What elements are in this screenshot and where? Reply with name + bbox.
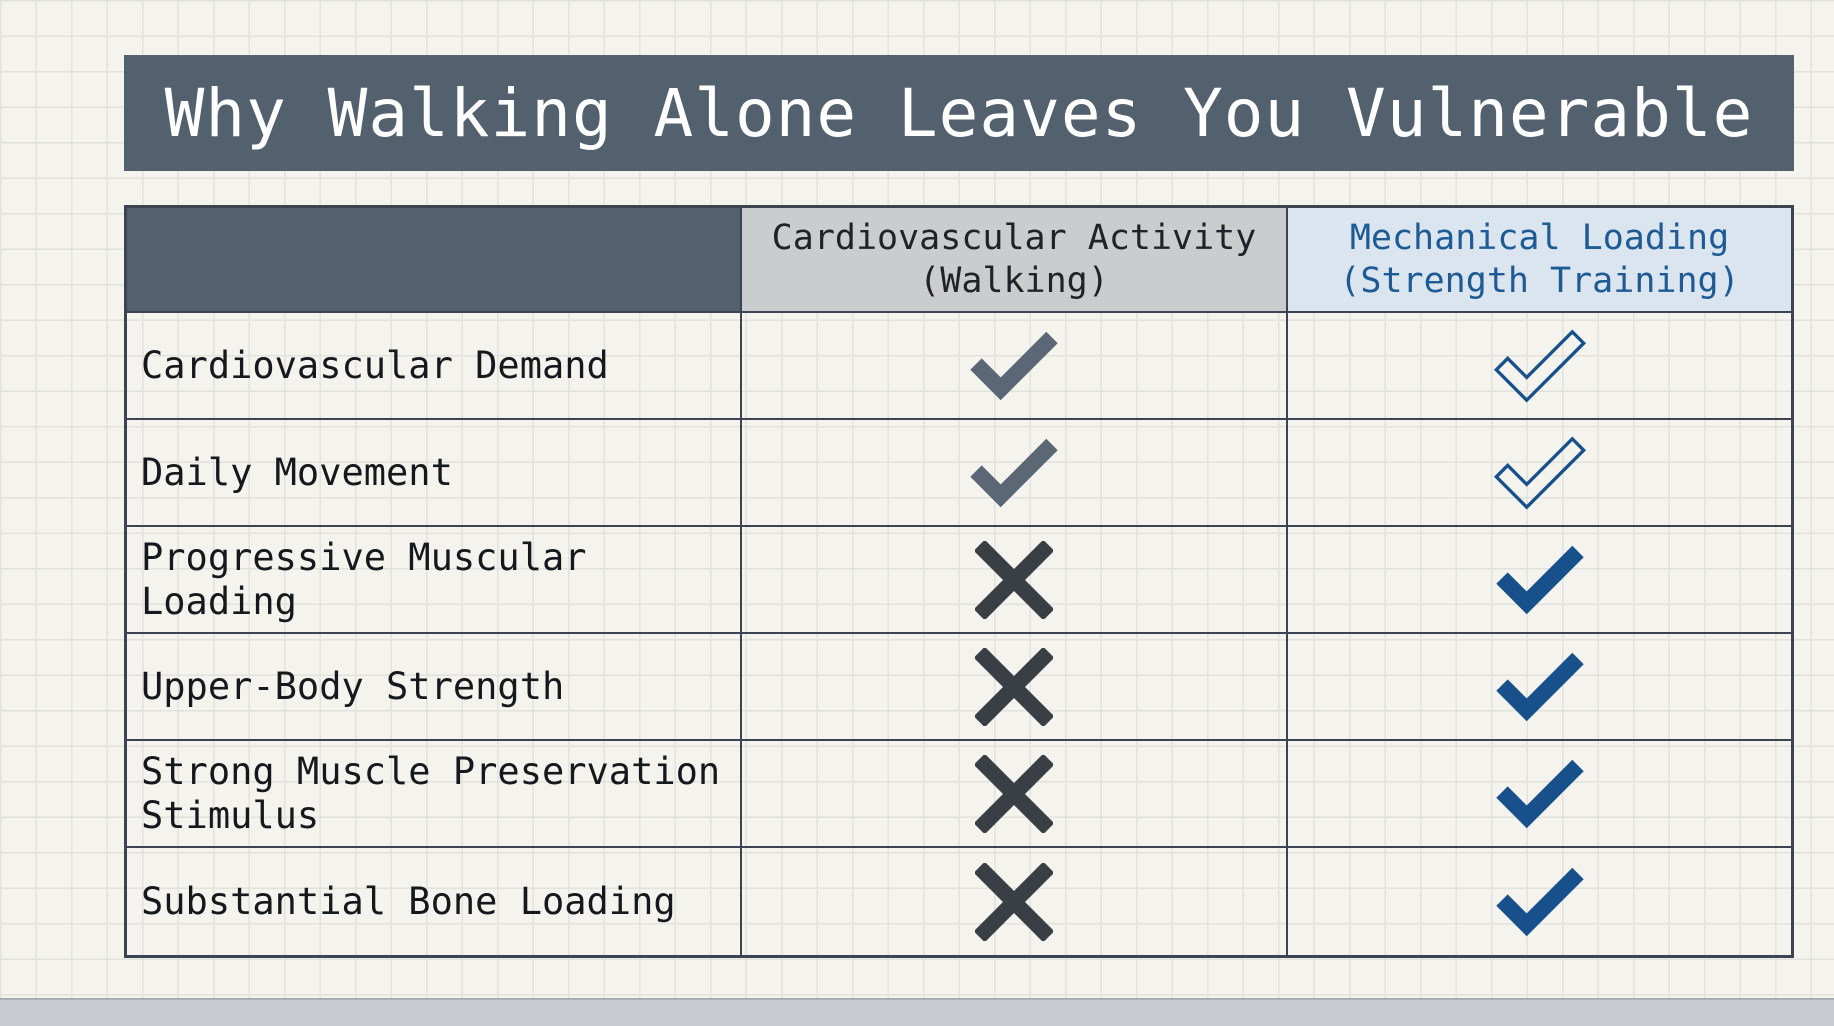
row-label-cell (127, 420, 742, 527)
column-header-walking-label: Cardiovascular Activity (Walking) (771, 217, 1257, 301)
walking-cell (742, 313, 1288, 420)
strength-cell (1288, 634, 1791, 741)
title-banner (124, 55, 1794, 171)
cross-icon (975, 648, 1053, 726)
column-header-walking (742, 208, 1288, 313)
strength-cell (1288, 527, 1791, 634)
check-icon (1492, 756, 1588, 832)
walking-cell (742, 741, 1288, 848)
check-outline-icon (1492, 328, 1588, 404)
column-header-strength (1288, 208, 1791, 313)
strength-cell (1288, 313, 1791, 420)
row-label: Upper-Body Strength (141, 664, 565, 708)
strength-cell (1288, 848, 1791, 955)
check-icon (966, 328, 1062, 404)
row-label: Strong Muscle Preservation Stimulus (141, 749, 721, 837)
bottom-bar (0, 998, 1834, 1026)
check-icon (966, 435, 1062, 511)
walking-cell (742, 420, 1288, 527)
header-blank-cell (127, 208, 742, 313)
cross-icon (975, 541, 1053, 619)
check-icon (1492, 864, 1588, 940)
cross-icon (975, 755, 1053, 833)
walking-cell (742, 634, 1288, 741)
row-label-cell (127, 313, 742, 420)
row-label-cell (127, 741, 742, 848)
row-label-cell (127, 848, 742, 955)
row-label: Progressive Muscular Loading (141, 535, 587, 623)
check-outline-icon (1492, 435, 1588, 511)
check-icon (1492, 649, 1588, 725)
cross-icon (975, 863, 1053, 941)
row-label: Substantial Bone Loading (141, 879, 676, 923)
row-label: Cardiovascular Demand (141, 343, 609, 387)
column-header-strength-label: Mechanical Loading (Strength Training) (1339, 217, 1740, 301)
strength-cell (1288, 420, 1791, 527)
walking-cell (742, 527, 1288, 634)
row-label-cell (127, 527, 742, 634)
check-icon (1492, 542, 1588, 618)
row-label: Daily Movement (141, 450, 453, 494)
row-label-cell (127, 634, 742, 741)
walking-cell (742, 848, 1288, 955)
page-title: Why Walking Alone Leaves You Vulnerable (164, 74, 1754, 152)
comparison-table (124, 205, 1794, 958)
strength-cell (1288, 741, 1791, 848)
